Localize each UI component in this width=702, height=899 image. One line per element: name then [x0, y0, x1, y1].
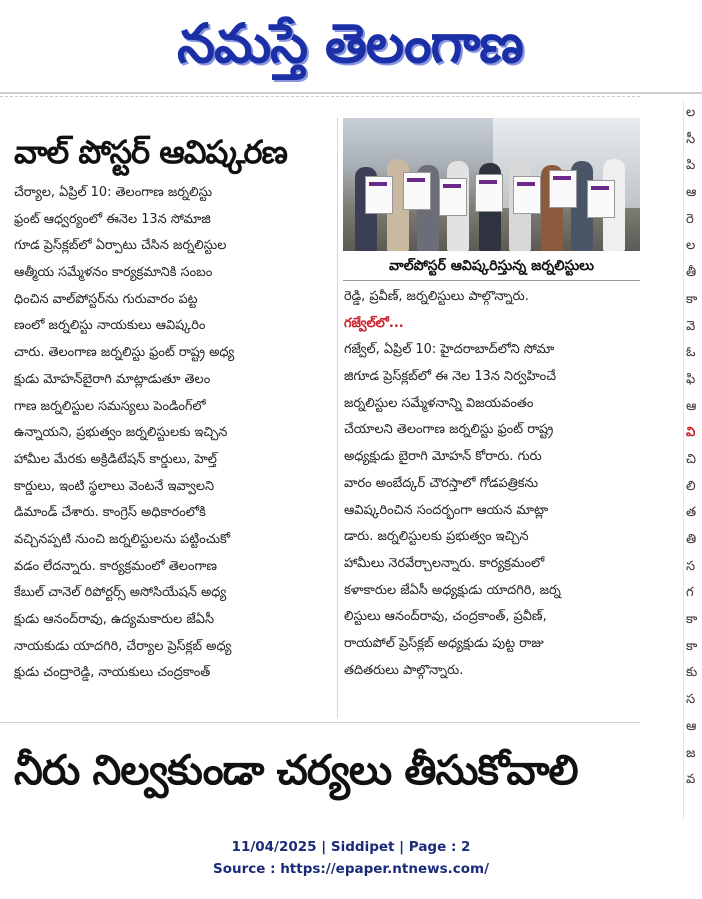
article-text-line: అధ్యక్షుడు బైరాగి మోహన్ కోరారు. గురు — [344, 449, 542, 465]
article-text-line: చేర్యాల, ఏప్రిల్ 10: తెలంగాణ జర్నలిస్టు — [14, 185, 213, 200]
article-text-line: హామీలు నెరవేర్చాలన్నారు. కార్యక్రమంలో — [344, 555, 545, 571]
article-text-line: తదితరులు పాల్గొన్నారు. — [344, 662, 464, 678]
article-text-line: చారు. తెలంగాణ జర్నలిస్టు ఫ్రంట్ రాష్ట్ర అధ్య — [14, 345, 235, 361]
article-text-line: వచ్చినప్పటి నుంచి జర్నలిస్టులను పట్టించుకో — [14, 531, 230, 547]
side-strip-text: ఓ — [686, 345, 696, 361]
article-text-line: ధించిన వాల్‌పోస్టర్‌ను గురువారం పట్ట — [14, 291, 198, 307]
side-strip-text: జ — [686, 745, 696, 761]
dashed-divider — [0, 96, 640, 101]
article-text-line: ణంలో జర్నలిస్టు నాయకులు ఆవిష్కరిం — [14, 318, 206, 334]
side-strip-text: వి — [686, 425, 696, 441]
side-strip-text: స — [686, 558, 696, 574]
second-article-headline: నీరు నిల్వకుండా చర్యలు తీసుకోవాలి — [14, 746, 578, 794]
side-strip-text: తి — [686, 532, 697, 547]
side-strip-text: కా — [686, 291, 698, 307]
side-strip-text: తీ — [686, 265, 697, 281]
side-strip-text: ల — [686, 105, 696, 120]
side-strip-text: లి — [686, 478, 696, 494]
article-text-line: క్షుడు ఆనంద్‌రావు, ఉద్యమకారుల జేఏసీ — [14, 612, 214, 627]
article-text-line: జిగూడ ప్రెస్‌క్లబ్‌లో ఈ నెల 13న నిర్వహించే — [344, 369, 557, 385]
side-strip-text: ఫి — [686, 371, 696, 387]
side-strip-text: ఆ — [686, 718, 697, 734]
article-text-line: లిస్టులు ఆనంద్‌రావు, చంద్రకాంత్, ప్రవీణ్, — [344, 609, 547, 625]
side-strip-text: పి — [686, 158, 696, 174]
article-text-line: హామీల మేరకు అక్రిడిటేషన్ కార్డులు, హెల్త్ — [14, 451, 217, 467]
section-divider — [0, 722, 640, 723]
article-text-line: చేయాలని తెలంగాణ జర్నలిస్టు ఫ్రంట్ రాష్ట్ర — [344, 422, 554, 438]
article-text-line: కేబుల్ చానెల్ రిపోర్టర్స్ అసోసియేషన్ అధ్య — [14, 585, 227, 601]
side-strip-text: వ — [686, 772, 696, 788]
article-text-line: జర్నలిస్టుల సమ్మేళనాన్ని విజయవంతం — [344, 395, 534, 411]
wall-poster-image — [403, 172, 431, 210]
side-strip-text: ఆ — [686, 185, 697, 201]
article-text-line: ఆవిష్కరించిన సందర్భంగా ఆయన మాట్లా — [344, 502, 549, 518]
article-text-line: గాణ జర్నలిస్టుల సమస్యలు పెండింగ్‌లో — [14, 398, 206, 414]
side-strip-text: కు — [686, 665, 698, 681]
masthead-divider — [0, 92, 702, 94]
article-text-line: ఆత్మీయ సమ్మేళనం కార్యక్రమానికి సంబం — [14, 265, 213, 281]
wall-poster-image — [475, 174, 503, 212]
footer-date-edition: 11/04/2025 | Siddipet | Page : 2 — [231, 839, 471, 855]
article-text-line: క్షుడు మోహన్‌బైరాగి మాట్లాడుతూ తెలం — [14, 371, 211, 387]
wall-poster-image — [549, 170, 577, 208]
article-photo — [343, 118, 640, 251]
side-strip-text: త — [686, 505, 697, 521]
article-subheading: గజ్వేల్‌లో... — [344, 315, 404, 331]
side-strip-text: ల — [686, 238, 696, 254]
article-text-line: ఫ్రంట్ ఆధ్వర్యంలో ఈనెల 13న సోమాజి — [14, 211, 211, 227]
masthead — [0, 0, 702, 92]
article-text-line: కళాకారుల జేఏసీ అధ్యక్షుడు యాదగిరి, జర్న — [344, 582, 561, 598]
wall-poster-image — [439, 178, 467, 216]
side-strip-text: రె — [686, 211, 694, 227]
article-text-line: క్షుడు చంద్రారెడ్డి, నాయకులు చంద్రకాంత్ — [14, 665, 211, 681]
side-strip-text: చి — [686, 451, 696, 467]
wall-poster-image — [513, 176, 541, 214]
article-text-line: గూడ ప్రెస్‌క్లబ్‌లో ఏర్పాటు చేసిన జర్నలిస్టుల — [14, 238, 227, 254]
side-strip-text: వె — [686, 318, 696, 334]
article-text-line: గజ్వేల్, ఏప్రిల్ 10: హైదరాబాద్‌లోని సోమా — [344, 342, 555, 358]
article-text-line: రాయపోల్ ప్రెస్‌క్లబ్ అధ్యక్షుడు పుట్ట రాజు — [344, 635, 544, 651]
article-text-line: ఉన్నాయని, ప్రభుత్వం జర్నలిస్టులకు ఇచ్చిన — [14, 425, 228, 441]
article-text-line: డారు. జర్నలిస్టులకు ప్రభుత్వం ఇచ్చిన — [344, 529, 529, 545]
column-divider — [337, 118, 338, 718]
wall-poster-image — [365, 176, 393, 214]
wall-poster-image — [587, 180, 615, 218]
adjacent-article-strip — [683, 100, 702, 820]
side-strip-text: కా — [686, 638, 698, 654]
side-strip-text: సీ — [686, 131, 696, 147]
article-text-line: రెడ్డి, ప్రవీణ్, జర్నలిస్టులు పాల్గొన్నారు. — [344, 289, 529, 304]
article-text-line: కార్డులు, ఇంటి స్థలాలు వెంటనే ఇవ్వాలని — [14, 478, 215, 494]
article-body-right — [344, 284, 637, 714]
article-body-left — [14, 180, 332, 720]
side-strip-text: స — [686, 692, 696, 708]
side-strip-text: కా — [686, 612, 698, 628]
photo-caption: వాల్‌పోస్టర్ ఆవిష్కరిస్తున్న జర్నలిస్టులు — [343, 252, 640, 281]
footer-source-link[interactable]: Source : https://epaper.ntnews.com/ — [212, 861, 490, 877]
page-footer — [0, 836, 702, 880]
side-strip-text: గ — [686, 585, 694, 601]
article-text-line: డిమాండ్ చేశారు. కాంగ్రెస్ అధికారంలోకి — [14, 505, 206, 521]
article-text-line: వారం అంబేద్కర్ చౌరస్తాలో గోడపత్రికను — [344, 475, 539, 491]
article-text-line: నాయకుడు యాదగిరి, చేర్యాల ప్రెస్‌క్లబ్ అధ్య — [14, 638, 232, 654]
newspaper-logo: నమస్తే తెలంగాణ — [177, 11, 523, 75]
article-text-line: వడం లేదన్నారు. కార్యక్రమంలో తెలంగాణ — [14, 558, 218, 574]
article-title: వాల్ పోస్టర్ ఆవిష్కరణ — [14, 133, 287, 171]
side-strip-text: ఆ — [686, 398, 697, 414]
